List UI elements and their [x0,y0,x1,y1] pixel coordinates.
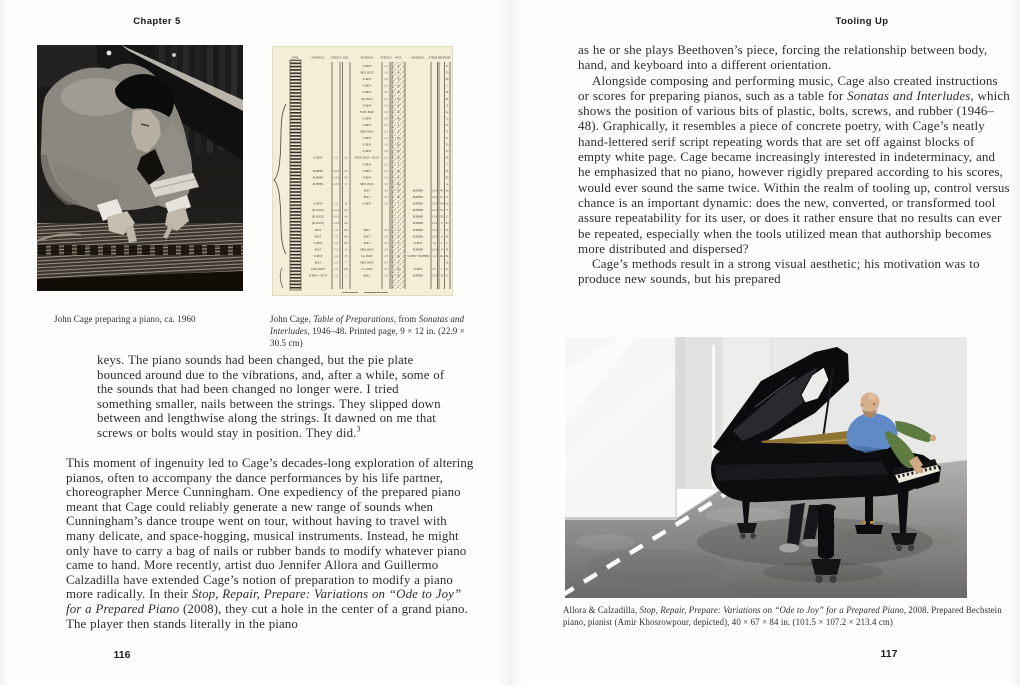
svg-text:MED. BOLT: MED. BOLT [360,71,374,75]
svg-text:1-2: 1-2 [384,182,388,186]
svg-text:E: E [446,214,449,219]
svg-text:1-2-3: 1-2-3 [333,222,339,226]
svg-text:3: 3 [397,261,400,265]
svg-text:(PLASTIC): (PLASTIC) [311,215,325,219]
svg-text:SCREW: SCREW [362,163,372,167]
svg-text:SCREW + RUBBER: SCREW + RUBBER [406,254,430,258]
svg-text:1-2: 1-2 [334,268,338,272]
svg-text:3½: 3½ [396,274,401,278]
svg-text:FURN. BOLT: FURN. BOLT [359,110,375,114]
svg-text:1⅛: 1⅛ [396,84,401,88]
svg-text:4¾: 4¾ [440,202,444,206]
svg-text:SCREW: SCREW [362,202,372,206]
svg-text:1-2: 1-2 [334,228,338,232]
svg-text:A♭: A♭ [445,267,450,272]
svg-text:E♭: E♭ [445,142,449,147]
svg-text:A: A [446,103,449,108]
svg-text:1-2: 1-2 [334,202,338,206]
svg-text:1-2: 1-2 [384,84,388,88]
svg-text:1-2: 1-2 [384,117,388,121]
svg-text:B: B [446,247,449,252]
svg-text:SCREW: SCREW [362,91,372,95]
svg-text:SCREW: SCREW [313,254,323,258]
svg-text:1-2-3: 1-2-3 [333,209,339,213]
svg-text:2: 2 [397,130,400,134]
table-of-preparations-image [272,46,453,296]
body-paragraph: Cage’s methods result in a strong visual aesthetic; his motivation was to produce new sounds, but his prepared [578,256,980,287]
svg-text:DIST.: DIST. [438,56,445,60]
svg-text:F: F [446,208,449,213]
svg-text:DIST.: DIST. [342,56,350,60]
svg-text:BOLT: BOLT [363,196,371,199]
svg-text:E♭: E♭ [445,221,449,226]
svg-text:(PLASTIC): (PLASTIC) [311,209,325,213]
svg-text:SCREW: SCREW [362,104,372,108]
svg-text:2-3: 2-3 [384,254,388,258]
svg-text:SCREW: SCREW [362,150,372,154]
svg-text:1-2-3: 1-2-3 [333,169,339,173]
svg-text:2-3: 2-3 [384,202,388,206]
svg-text:⅞: ⅞ [397,228,400,232]
svg-text:BOLT: BOLT [314,228,322,232]
svg-text:4¼: 4¼ [344,222,348,226]
svg-text:1-2-3: 1-2-3 [333,215,339,219]
svg-text:1-2-3: 1-2-3 [431,235,438,239]
svg-text:D: D [446,70,449,75]
page-right [510,0,1020,685]
svg-text:1-2: 1-2 [334,248,338,252]
svg-text:RUBBER: RUBBER [412,209,424,213]
svg-text:B: B [446,90,449,95]
svg-text:1-2: 1-2 [334,254,338,258]
svg-text:1-2: 1-2 [334,241,338,245]
svg-text:B♭: B♭ [445,175,449,180]
svg-text:E♭: E♭ [445,64,449,68]
svg-text:4½: 4½ [344,215,348,219]
svg-text:1-2-3: 1-2-3 [431,222,438,226]
svg-text:2¼: 2¼ [396,137,401,141]
svg-text:2-3: 2-3 [384,241,388,245]
svg-text:A♭: A♭ [445,188,450,193]
svg-text:SCREW: SCREW [362,117,372,121]
svg-text:SCREW: SCREW [413,241,423,245]
svg-text:TONE: TONE [443,56,451,60]
svg-text:1-2: 1-2 [384,71,388,75]
svg-text:SCREW: SCREW [362,176,372,180]
svg-text:1-2: 1-2 [384,150,388,154]
svg-text:A♭: A♭ [445,109,450,114]
svg-text:7⅞: 7⅞ [396,196,401,199]
svg-text:A: A [446,260,449,265]
svg-text:2-3: 2-3 [384,248,388,252]
svg-text:7: 7 [441,228,443,232]
svg-text:G: G [446,116,449,121]
svg-text:D: D [446,149,449,154]
svg-text:5¼: 5¼ [440,209,444,213]
svg-text:1-2: 1-2 [384,123,388,127]
svg-text:3: 3 [397,163,400,167]
svg-text:FURN. BOLT + NUTS: FURN. BOLT + NUTS [354,156,380,160]
svg-text:SCREW: SCREW [313,241,323,245]
svg-text:2¾: 2¾ [344,209,348,213]
svg-text:D♭: D♭ [445,234,450,239]
svg-text:1-2: 1-2 [432,241,436,245]
svg-text:1-2-3: 1-2-3 [431,202,438,206]
page-edge-left [0,0,10,685]
svg-text:1-2: 1-2 [334,235,338,239]
svg-text:MATERIAL: MATERIAL [311,56,325,60]
svg-text:1-2: 1-2 [384,78,388,82]
svg-text:MATERIAL: MATERIAL [360,56,374,60]
svg-text:1-2: 1-2 [384,104,388,108]
svg-text:LG. BOLT: LG. BOLT [361,268,373,272]
svg-text:5¾: 5¾ [344,176,348,180]
svg-text:SM. BOLT: SM. BOLT [361,97,373,101]
svg-text:SCREW: SCREW [362,169,372,173]
svg-text:RUBBER: RUBBER [412,248,424,252]
svg-text:RUBBER: RUBBER [412,196,424,199]
svg-text:1-2-3: 1-2-3 [333,176,339,180]
svg-text:RUBBER: RUBBER [312,182,324,186]
svg-text:1-2: 1-2 [384,65,388,68]
svg-text:¾: ¾ [397,65,400,68]
svg-text:1½: 1½ [396,110,401,114]
svg-text:C: C [446,240,449,245]
svg-text:1-2-3: 1-2-3 [431,189,438,193]
svg-text:MED. BOLT: MED. BOLT [360,261,374,265]
svg-text:BOLT: BOLT [363,235,371,239]
svg-text:B: B [446,168,449,173]
svg-text:2⅞: 2⅞ [396,156,401,160]
svg-text:4: 4 [397,176,400,180]
svg-text:DIST.: DIST. [395,56,402,60]
svg-text:1-2-3: 1-2-3 [431,228,438,232]
svg-text:1-2: 1-2 [384,137,388,141]
svg-text:E: E [446,136,449,141]
svg-text:2-3: 2-3 [384,228,388,232]
svg-text:(PLASTIC): (PLASTIC) [311,222,325,226]
svg-text:BOLT: BOLT [363,274,371,278]
running-head-left: Chapter 5 [133,16,181,27]
svg-text:SCREW: SCREW [362,123,372,127]
svg-text:1-2: 1-2 [384,156,388,160]
svg-text:1-2-3: 1-2-3 [431,274,438,278]
svg-text:D: D [446,227,449,232]
svg-text:⅜: ⅜ [397,78,400,82]
svg-text:LONG BOLT: LONG BOLT [310,268,326,272]
svg-text:1-2-3: 1-2-3 [333,182,339,186]
svg-text:4¼: 4¼ [440,254,444,258]
body-paragraph: as he or she plays Beethoven’s piece, forcing the relationship between body, hand, and keyboard into a different orientation. [578,42,988,73]
svg-text:F: F [446,129,449,134]
svg-text:9: 9 [441,248,443,252]
svg-text:A: A [446,181,449,186]
svg-text:14½: 14½ [343,228,349,232]
svg-text:1⅛: 1⅛ [396,91,401,95]
svg-text:SCREW: SCREW [313,156,323,160]
ceiling-light [107,51,112,56]
svg-text:1-2: 1-2 [334,261,338,265]
svg-text:3⅜: 3⅜ [396,169,401,173]
svg-text:¾: ¾ [397,71,400,75]
svg-text:4½: 4½ [344,169,348,173]
svg-text:4¼: 4¼ [396,182,401,186]
table-doc-art [272,46,453,296]
svg-text:MED. BOLT: MED. BOLT [360,248,374,252]
svg-text:2¾: 2¾ [396,254,401,258]
cage-preparing-piano-photo [37,45,243,291]
svg-text:RUBBER: RUBBER [412,235,424,239]
svg-text:LG. BOLT: LG. BOLT [361,254,373,258]
running-head-right: Tooling Up [835,16,889,27]
svg-text:SCREW: SCREW [362,65,372,68]
svg-text:7: 7 [345,261,347,265]
svg-text:B♭: B♭ [445,253,449,258]
svg-text:RUBBER: RUBBER [312,176,324,180]
svg-text:C: C [446,83,449,88]
svg-text:7⅞: 7⅞ [396,189,401,193]
svg-text:1-2: 1-2 [384,143,388,147]
pedal-lyre [865,493,873,525]
svg-text:1: 1 [345,274,347,278]
svg-text:B♭: B♭ [445,96,449,101]
svg-text:STRINGS: STRINGS [330,56,342,60]
svg-text:BOLT: BOLT [314,235,322,239]
svg-text:2-3: 2-3 [384,196,388,199]
svg-text:2-3: 2-3 [384,274,388,278]
svg-text:1-2: 1-2 [432,254,436,258]
svg-text:RUBBER: RUBBER [312,169,324,173]
svg-text:RUBBER: RUBBER [412,222,424,226]
svg-text:14½: 14½ [343,241,349,245]
page-number-right: 117 [880,648,898,660]
svg-text:8¾: 8¾ [344,268,348,272]
gallery-photo-caption: Allora & Calzadilla, Stop, Repair, Prepare: Variations on “Ode to Joy” for a Prepared Piano, 2008. Prepared Bechstein piano, pianist (Amir Khosrowpour, depicted), 40 × 67 × 84 in. (101.5 × 107.2 × 213.4 cm) [563,605,1002,628]
svg-text:1: 1 [441,241,443,245]
white-wall-panel [565,337,677,520]
svg-text:G: G [446,273,449,278]
svg-text:STRINGS: STRINGS [380,56,392,60]
svg-text:RUBBER: RUBBER [412,189,424,193]
allora-calzadilla-photo [565,337,967,598]
svg-text:SCREW + NUTS: SCREW + NUTS [308,274,328,278]
svg-text:SCREW: SCREW [362,84,372,88]
photo-caption: John Cage preparing a piano, ca. 1960 [54,314,196,324]
svg-text:3¼: 3¼ [396,268,401,272]
svg-text:1-2: 1-2 [384,91,388,95]
svg-text:5½: 5½ [440,196,444,199]
svg-text:1-2: 1-2 [384,130,388,134]
svg-text:1⅝: 1⅝ [396,117,401,121]
svg-text:2⅜: 2⅜ [396,143,401,147]
svg-text:1-2: 1-2 [384,176,388,180]
svg-text:MED. BOLT: MED. BOLT [360,182,374,186]
svg-text:5¾: 5¾ [440,215,444,219]
svg-text:RUBBER: RUBBER [412,202,424,206]
body-paragraph: Alongside composing and performing music, Cage also created instructions or scores for preparing pianos, such as a table for Sonatas and Interludes, which shows the position of various bits of plastic, bolts, screws, and rubber (1946–48). Graphically, it resembles a piece of concrete poetry, with Cage’s neatly hand-lettered serif script repeating words that are set off against blocks of empty white page. Cage became increasingly interested in indeterminacy, and he emphasized that no piano, however rigidly prepared according to his scores, would ever sound the same twice. Within the realm of tooling up, control versus chance is an important dynamic: does the new, converted, or transformed tool assure repeatability for its user, or does it rather ensure that no results can ever be repeated, especially when the tools utilized mean that authorship becomes more distributed and dispersed? [578,72,1010,256]
svg-text:2-3: 2-3 [384,189,388,193]
svg-text:1-2: 1-2 [384,169,388,173]
svg-text:6: 6 [441,222,443,226]
svg-text:D♭: D♭ [445,155,450,160]
svg-text:1⅜: 1⅜ [396,104,401,108]
svg-text:BOLT: BOLT [314,248,322,252]
svg-text:BOLT: BOLT [363,189,371,193]
svg-text:15: 15 [344,248,348,252]
svg-text:BOLT: BOLT [363,241,371,245]
svg-text:4½: 4½ [440,189,444,193]
svg-text:10: 10 [344,202,348,206]
page-edge-right [1010,0,1020,685]
svg-text:1-2-3: 1-2-3 [431,215,438,219]
svg-text:1-2: 1-2 [384,97,388,101]
svg-text:2-3: 2-3 [432,268,436,272]
svg-text:SCREW: SCREW [413,268,423,272]
svg-text:⅞: ⅞ [397,235,400,239]
svg-text:14½: 14½ [343,235,349,239]
svg-text:2: 2 [397,248,400,252]
svg-text:G♭: G♭ [445,122,450,127]
svg-text:SCREW: SCREW [362,78,372,82]
right-text-column [578,42,1010,287]
svg-text:MATERIAL: MATERIAL [411,56,425,60]
svg-text:TONE: TONE [291,56,299,60]
svg-text:2-3: 2-3 [384,268,388,272]
svg-text:C: C [446,162,449,167]
svg-text:2½: 2½ [396,150,401,154]
svg-text:BOLT: BOLT [363,228,371,232]
svg-text:SCREW: SCREW [362,143,372,147]
svg-text:1-2: 1-2 [384,163,388,167]
svg-text:STRINGS: STRINGS [428,56,440,60]
svg-text:1: 1 [441,268,443,272]
page-number-left: 116 [113,649,131,661]
svg-text:RUBBER: RUBBER [412,274,424,278]
svg-text:1-2-3: 1-2-3 [431,196,438,199]
svg-text:2: 2 [397,123,400,127]
piano-strings [37,223,243,291]
svg-text:1½: 1½ [344,254,348,258]
doc-caption: John Cage, Table of Preparations, from Sonatas and Interludes, 1946–48. Printed page, 9 × 12 in. (22.9 × 30.5 cm) [270,314,465,349]
svg-text:G: G [446,195,449,199]
svg-text:SCREW: SCREW [362,137,372,141]
svg-text:⅞: ⅞ [397,241,400,245]
gallery-photo-art [565,337,967,598]
svg-text:MED. BOLT: MED. BOLT [360,130,374,134]
svg-text:RUBBER: RUBBER [412,215,424,219]
svg-text:1: 1 [397,202,400,206]
svg-text:BOLT: BOLT [314,261,322,265]
hand-on-rim [930,435,936,441]
body-paragraph: This moment of ingenuity led to Cage’s decades-long exploration of altering pianos, often to accompany the dance performances by his life partner, choreographer Merce Cunningham. One expediency of the prepared piano meant that Cage could reliably generate a new range of sounds when Cunningham’s dance troupe went on tour, without having to travel with many delicate, and space-hogging, musical instruments. Instead, he might only have to carry a bag of nails or rubber bands to modify whatever piano came to hand. More recently, artist duo Jennifer Allora and Guillermo Calzadilla have extended Cage’s notion of preparation to modify a piano more radically. In their Stop, Repair, Prepare: Variations on “Ode to Joy” for a Prepared Piano (2008), they cut a hole in the center of a grand piano. The player then stands literally in the piano [66,456,474,631]
svg-text:1-2-3: 1-2-3 [431,209,438,213]
svg-text:2-3: 2-3 [384,261,388,265]
svg-text:8: 8 [441,235,443,239]
blockquote: keys. The piano sounds had been changed, but the pie plate bounced around due to the vibrations, and, after a while, some of the sounds that had been changed no longer were. I tried something smaller, nails between the strings. They slipped down between and lengthwise along the strings. It dawned on me that screws or bolts would stay in position. They did.$^3$ [97,353,445,440]
svg-text:10: 10 [440,274,444,278]
svg-text:1-2: 1-2 [384,110,388,114]
bw-photo-art [37,45,243,291]
svg-text:1-2: 1-2 [334,156,338,160]
svg-text:1-2: 1-2 [334,274,338,278]
svg-text:1⅛: 1⅛ [396,97,401,101]
svg-text:D♭: D♭ [445,77,450,82]
keyboard-column [290,60,301,290]
svg-text:6: 6 [345,182,347,186]
svg-text:2-3: 2-3 [384,235,388,239]
svg-text:G♭: G♭ [445,201,450,206]
ceiling-light [172,53,176,57]
svg-text:1-2-3: 1-2-3 [431,248,438,252]
svg-text:SCREW: SCREW [313,202,323,206]
svg-text:1¼: 1¼ [344,156,348,160]
svg-text:RUBBER: RUBBER [412,228,424,232]
